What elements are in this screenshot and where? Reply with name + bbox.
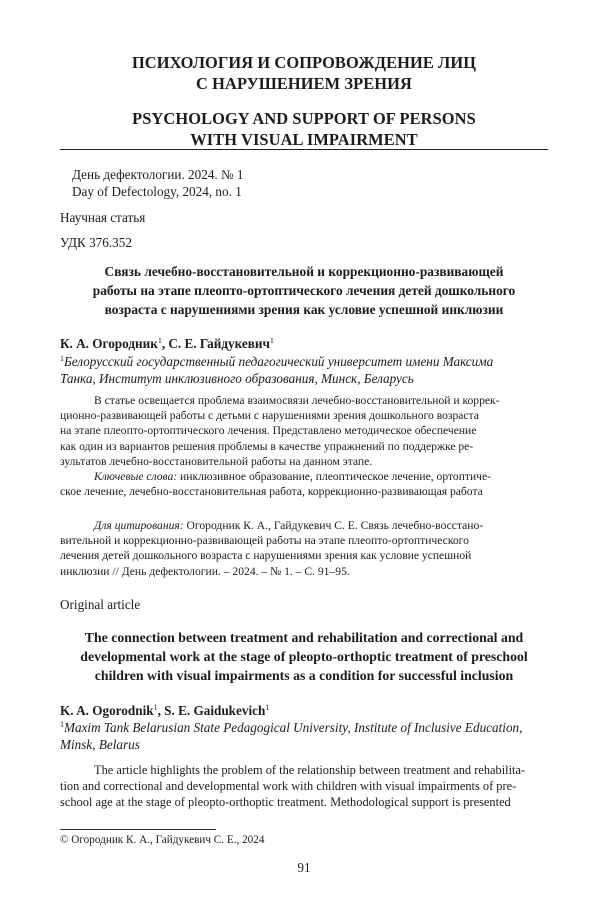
- author-1-ru: К. А. Огородник: [60, 336, 158, 351]
- section-heading-en-line1: PSYCHOLOGY AND SUPPORT OF PERSONS: [132, 109, 476, 128]
- affiliation-ru-sup: 1: [60, 354, 64, 363]
- title-en-line1: The connection between treatment and rehabilitation and correctional and: [84, 630, 524, 645]
- abstract-ru-line-4: как один из вариантов решения проблемы в качестве упражнений по поддержке ре-: [60, 439, 474, 453]
- abstract-en-line-3: school age at the stage of pleopto-orthoptic treatment. Methodological support is presented: [60, 795, 511, 810]
- keywords-ru-label: Ключевые слова:: [94, 470, 178, 484]
- affiliation-ru-line1: Белорусский государственный педагогический университет имени Максима: [64, 354, 494, 369]
- heading-divider: [60, 149, 548, 150]
- affiliation-ru: [60, 350, 548, 387]
- page-number: 91: [297, 860, 311, 875]
- citation-ru-line2: вительной и коррекционно-развивающей работы на этапе плеопто-ортоптического: [60, 534, 469, 548]
- title-ru-line3: возраста с нарушениями зрения как условие успешной инклюзии: [104, 302, 504, 317]
- author-1-en: K. A. Ogorodnik: [60, 703, 154, 718]
- author-1-en-sup: 1: [153, 703, 158, 712]
- source-ru: День дефектологии. 2024. № 1: [72, 167, 244, 182]
- copyright-notice: © Огородник К. А., Гайдукевич С. Е., 2024: [60, 834, 265, 846]
- title-ru-line2: работы на этапе плеопто-ортоптического лечения детей дошкольного: [92, 283, 516, 298]
- abstract-ru-line-5: зультатов лечебно-восстановительной работы на данном этапе.: [60, 454, 373, 468]
- title-en-line3: children with visual impairments as a condition for successful inclusion: [94, 668, 514, 683]
- title-en-line2: developmental work at the stage of pleopto-orthoptic treatment of preschool: [80, 649, 528, 664]
- section-heading-ru-line2: С НАРУШЕНИЕМ ЗРЕНИЯ: [196, 74, 412, 93]
- abstract-ru-line-1: В статье освещается проблема взаимосвязи лечебно-восстановительной и коррек-: [94, 394, 500, 407]
- authors-ru-sep: ,: [161, 336, 169, 351]
- citation-ru-line3: лечения детей дошкольного возраста с нарушениями зрения как условие успешной: [60, 549, 472, 563]
- section-heading-ru: [60, 52, 548, 94]
- affiliation-en-sup: 1: [60, 720, 64, 729]
- citation-ru-line4: инклюзии // День дефектологии. – 2024. – № 1. – С. 91–95.: [60, 564, 350, 578]
- article-title-ru: [60, 262, 548, 319]
- authors-en-sep: ,: [157, 703, 165, 718]
- citation-ru: [60, 518, 548, 579]
- keywords-ru: [60, 469, 548, 484]
- affiliation-en-line2: Minsk, Belarus: [60, 737, 140, 752]
- citation-ru-label: Для цитирования:: [94, 519, 184, 532]
- section-heading-en-line2: WITH VISUAL IMPAIRMENT: [190, 130, 418, 149]
- udc-code: УДК 376.352: [60, 235, 132, 250]
- citation-ru-line1: Огородник К. А., Гайдукевич С. Е. Связь лечебно-восстано-: [183, 519, 484, 532]
- author-2-ru: С. Е. Гайдукевич: [168, 336, 270, 351]
- affiliation-ru-line2: Танка, Институт инклюзивного образования, Минск, Беларусь: [60, 371, 414, 386]
- section-heading-en: [60, 108, 548, 150]
- abstract-en-line-2: tion and correctional and developmental work with children with visual impairments of pre-: [60, 779, 517, 794]
- keywords-ru-line2: ское лечение, лечебно-восстановительная работа, коррекционно-развивающая работа: [60, 485, 483, 499]
- author-1-ru-sup: 1: [157, 336, 162, 345]
- affiliation-en: [60, 716, 548, 753]
- article-type-ru: Научная статья: [60, 210, 146, 225]
- footnote-divider: [60, 829, 216, 830]
- source-en: Day of Defectology, 2024, no. 1: [72, 184, 242, 199]
- abstract-ru: [60, 393, 548, 499]
- affiliation-en-line1: Maxim Tank Belarusian State Pedagogical University, Institute of Inclusive Education,: [64, 720, 523, 735]
- abstract-ru-line-3: на этапе плеопто-ортоптического лечения. Представлено методическое обеспечение: [60, 424, 477, 438]
- author-2-en-sup: 1: [265, 703, 270, 712]
- keywords-ru-line1: инклюзивное образование, плеоптическое лечение, ортоптиче-: [177, 470, 492, 484]
- abstract-en-line-1: The article highlights the problem of the relationship between treatment and rehabilita-: [94, 763, 526, 777]
- authors-ru: [60, 332, 274, 352]
- section-heading-ru-line1: ПСИХОЛОГИЯ И СОПРОВОЖДЕНИЕ ЛИЦ: [131, 53, 477, 72]
- article-type-en: Original article: [60, 597, 141, 612]
- author-2-en: S. E. Gaidukevich: [164, 703, 266, 718]
- author-2-ru-sup: 1: [269, 336, 274, 345]
- title-ru-line1: Связь лечебно-восстановительной и коррекционно-развивающей: [104, 264, 504, 279]
- abstract-ru-line-2: ционно-развивающей работы с детьми с нарушениями зрения дошкольного возраста: [60, 409, 479, 423]
- abstract-en: [60, 762, 548, 811]
- article-title-en: [60, 628, 548, 685]
